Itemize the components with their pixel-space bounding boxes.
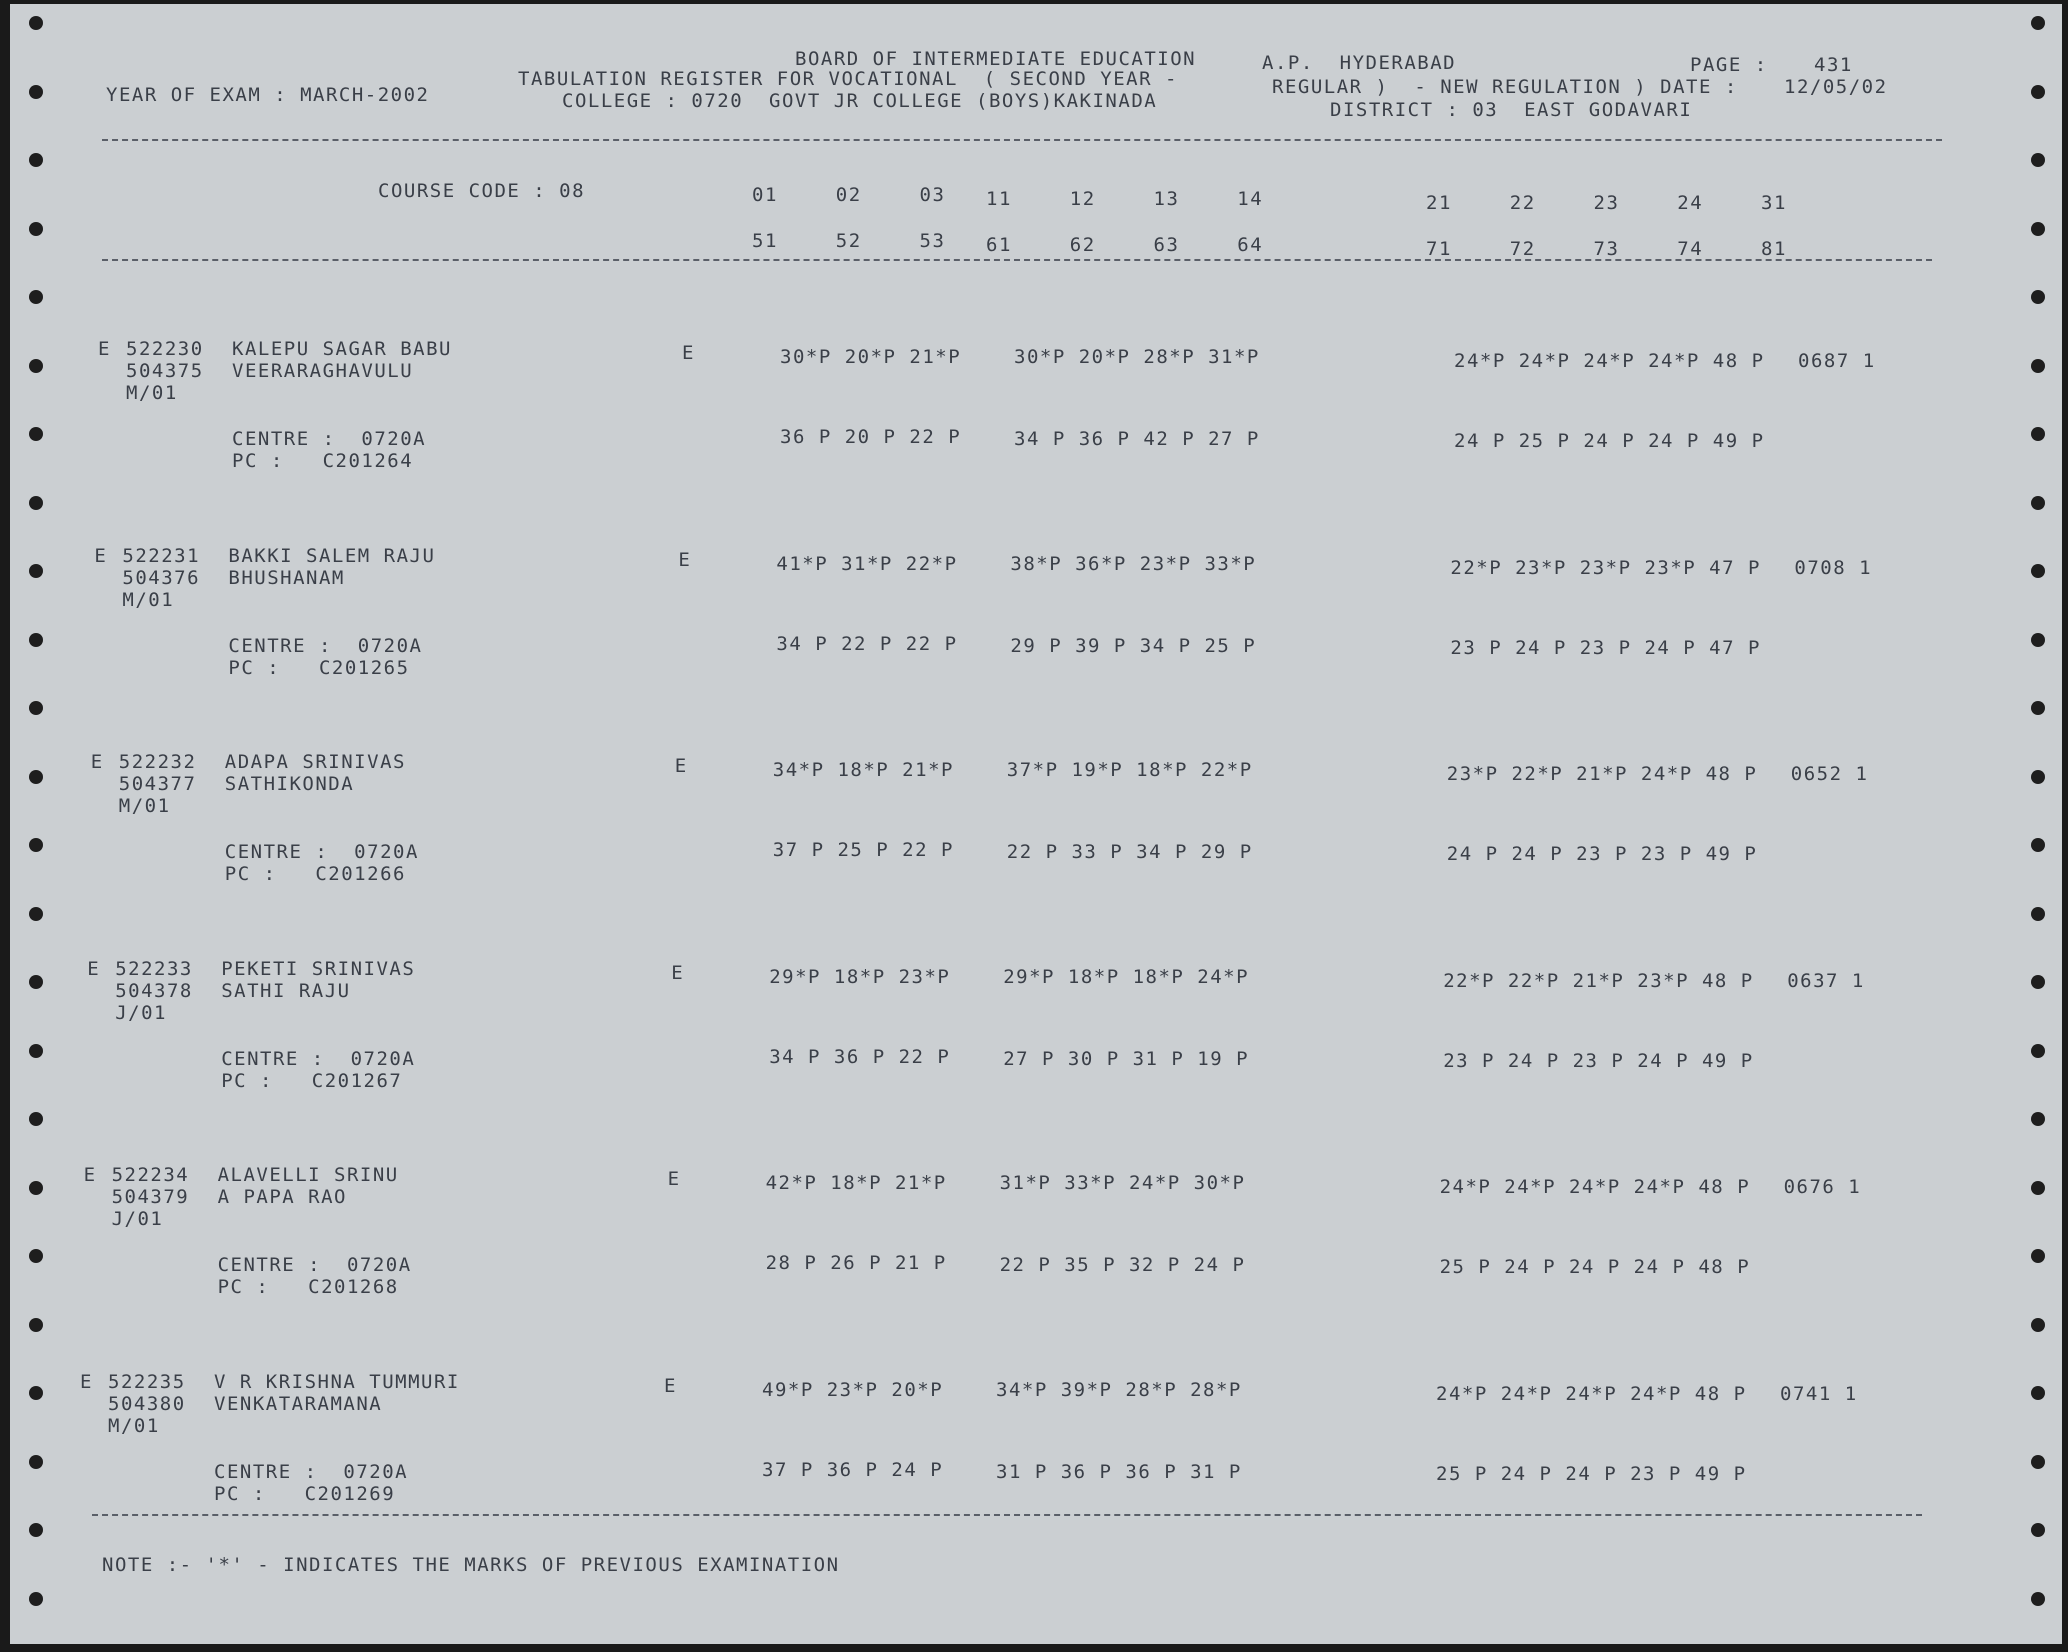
student-name: ALAVELLI SRINU xyxy=(217,1164,399,1186)
feed-hole xyxy=(29,496,43,510)
feed-hole xyxy=(29,1112,43,1126)
group-code: J/01 xyxy=(111,1208,164,1230)
marks-current-group3: 24 P 25 P 24 P 24 P 49 P xyxy=(1454,430,1765,452)
feed-hole xyxy=(2031,16,2045,30)
year-of-exam: YEAR OF EXAM : MARCH-2002 xyxy=(106,84,430,106)
paper-edge-shadow xyxy=(0,0,10,1652)
exam-type: E xyxy=(80,1370,93,1393)
marks-previous-group2: 38*P 36*P 23*P 33*P xyxy=(1010,552,1257,575)
parent-name: SATHI RAJU xyxy=(221,979,351,1002)
pc-number: PC : C201266 xyxy=(224,863,406,885)
district-line: DISTRICT : 03 EAST GODAVARI xyxy=(1330,99,1693,121)
marks-current-group1: 37 P 25 P 22 P xyxy=(772,839,954,861)
registration-number: 504379 xyxy=(111,1186,190,1208)
marks-previous-group3: 22*P 23*P 23*P 23*P 47 P xyxy=(1450,556,1761,579)
exam-flag: E xyxy=(682,342,695,364)
marks-current-group2: 27 P 30 P 31 P 19 P xyxy=(1003,1047,1250,1070)
group-code: M/01 xyxy=(122,588,175,611)
registration-number: 504380 xyxy=(108,1392,186,1415)
marks-current-group3: 23 P 24 P 23 P 24 P 47 P xyxy=(1450,636,1761,659)
page-label: PAGE : xyxy=(1690,54,1768,76)
group-code: M/01 xyxy=(118,795,171,817)
registration-number: 504375 xyxy=(126,360,204,382)
marks-current-group3: 23 P 24 P 23 P 24 P 49 P xyxy=(1443,1049,1754,1072)
feed-hole xyxy=(29,633,43,647)
exam-flag: E xyxy=(678,548,692,571)
marks-current-group1: 28 P 26 P 21 P xyxy=(765,1252,947,1274)
feed-hole xyxy=(29,85,43,99)
feed-hole xyxy=(29,16,43,30)
hall-ticket-number: 522233 xyxy=(115,957,193,980)
exam-centre: CENTRE : 0720A xyxy=(224,841,419,863)
feed-hole xyxy=(29,907,43,921)
pc-number: PC : C201265 xyxy=(228,656,410,679)
marks-previous-group1: 49*P 23*P 20*P xyxy=(762,1378,944,1401)
exam-type: E xyxy=(83,1164,97,1186)
exam-type: E xyxy=(98,338,111,360)
exam-centre: CENTRE : 0720A xyxy=(221,1047,416,1070)
practical-codes-group3: 71 72 73 74 81 xyxy=(1426,238,1787,260)
group-code: J/01 xyxy=(115,1001,167,1024)
feed-hole xyxy=(29,564,43,578)
footer-divider xyxy=(92,1514,1922,1516)
feed-hole xyxy=(2031,85,2045,99)
hall-ticket-number: 522234 xyxy=(111,1164,190,1186)
grand-total: 0652 1 xyxy=(1790,763,1869,785)
group-code: M/01 xyxy=(108,1414,160,1437)
grand-total: 0687 1 xyxy=(1798,350,1876,372)
exam-type: E xyxy=(90,751,104,773)
exam-flag: E xyxy=(667,1168,681,1190)
page-number: 431 xyxy=(1814,54,1853,76)
college-line: COLLEGE : 0720 GOVT JR COLLEGE (BOYS)KAKINADA xyxy=(562,90,1158,112)
exam-flag: E xyxy=(674,755,688,777)
marks-previous-group2: 34*P 39*P 28*P 28*P xyxy=(996,1378,1242,1401)
feed-hole xyxy=(2031,1592,2045,1606)
grand-total: 0676 1 xyxy=(1783,1176,1862,1198)
tabulation-register-sheet xyxy=(10,4,2062,1644)
marks-current-group3: 24 P 24 P 23 P 23 P 49 P xyxy=(1446,843,1758,865)
feed-hole xyxy=(2031,1249,2045,1263)
feed-hole xyxy=(29,1249,43,1263)
registration-number: 504376 xyxy=(122,566,201,589)
exam-flag: E xyxy=(664,1374,677,1397)
marks-previous-group2: 29*P 18*P 18*P 24*P xyxy=(1003,965,1250,988)
feed-hole xyxy=(29,1523,43,1537)
header-divider xyxy=(102,139,1942,141)
marks-previous-group1: 29*P 18*P 23*P xyxy=(769,965,951,988)
feed-hole xyxy=(2031,1112,2045,1126)
feed-hole xyxy=(2031,496,2045,510)
marks-current-group1: 36 P 20 P 22 P xyxy=(780,426,962,448)
regulation-line: REGULAR ) - NEW REGULATION ) DATE : xyxy=(1272,76,1738,98)
feed-hole xyxy=(2031,222,2045,236)
marks-current-group3: 25 P 24 P 24 P 23 P 49 P xyxy=(1436,1462,1747,1485)
feed-hole xyxy=(2031,1044,2045,1058)
left-feed-holes xyxy=(24,4,48,1644)
practical-codes-group1: 51 52 53 xyxy=(752,230,946,252)
board-location: A.P. HYDERABAD xyxy=(1262,52,1457,74)
student-name: KALEPU SAGAR BABU xyxy=(232,338,452,360)
marks-current-group1: 34 P 22 P 22 P xyxy=(776,632,958,655)
marks-previous-group3: 22*P 22*P 21*P 23*P 48 P xyxy=(1443,969,1754,992)
pc-number: PC : C201268 xyxy=(217,1276,399,1298)
exam-type: E xyxy=(87,957,101,980)
marks-previous-group1: 30*P 20*P 21*P xyxy=(780,346,962,368)
marks-previous-group2: 30*P 20*P 28*P 31*P xyxy=(1014,346,1260,368)
parent-name: VEERARAGHAVULU xyxy=(232,360,414,382)
feed-hole xyxy=(29,1455,43,1469)
feed-hole xyxy=(2031,633,2045,647)
exam-centre: CENTRE : 0720A xyxy=(232,428,427,450)
report-date: 12/05/02 xyxy=(1784,76,1888,98)
feed-hole xyxy=(29,1044,43,1058)
feed-hole xyxy=(2031,1318,2045,1332)
marks-previous-group1: 42*P 18*P 21*P xyxy=(765,1172,947,1194)
feed-hole xyxy=(29,1386,43,1400)
marks-current-group2: 31 P 36 P 36 P 31 P xyxy=(996,1460,1242,1483)
feed-hole xyxy=(2031,701,2045,715)
registration-number: 504378 xyxy=(115,979,193,1002)
grand-total: 0741 1 xyxy=(1780,1382,1858,1405)
practical-codes-group2: 61 62 63 64 xyxy=(986,234,1264,256)
columns-divider xyxy=(102,259,1932,261)
feed-hole xyxy=(2031,770,2045,784)
feed-hole xyxy=(2031,1386,2045,1400)
feed-hole xyxy=(29,1592,43,1606)
paper-codes-group2: 11 12 13 14 xyxy=(986,188,1264,210)
paper-codes-group3: 21 22 23 24 31 xyxy=(1426,192,1787,214)
pc-number: PC : C201267 xyxy=(221,1069,403,1092)
marks-previous-group3: 24*P 24*P 24*P 24*P 48 P xyxy=(1454,350,1765,372)
paper-codes-group1: 01 02 03 xyxy=(752,184,946,206)
marks-previous-group3: 23*P 22*P 21*P 24*P 48 P xyxy=(1446,763,1758,785)
marks-previous-group2: 31*P 33*P 24*P 30*P xyxy=(999,1172,1246,1194)
board-name: BOARD OF INTERMEDIATE EDUCATION xyxy=(795,48,1197,70)
feed-hole xyxy=(29,427,43,441)
marks-previous-group3: 24*P 24*P 24*P 24*P 48 P xyxy=(1439,1176,1751,1198)
marks-current-group2: 34 P 36 P 42 P 27 P xyxy=(1014,428,1260,450)
feed-hole xyxy=(2031,838,2045,852)
marks-previous-group1: 34*P 18*P 21*P xyxy=(772,759,954,781)
group-code: M/01 xyxy=(126,382,178,404)
grand-total: 0708 1 xyxy=(1794,556,1873,579)
footnote: NOTE :- '*' - INDICATES THE MARKS OF PREVIOUS EXAMINATION xyxy=(102,1554,840,1576)
hall-ticket-number: 522231 xyxy=(122,544,201,567)
parent-name: VENKATARAMANA xyxy=(214,1392,383,1415)
marks-current-group2: 22 P 35 P 32 P 24 P xyxy=(999,1254,1246,1276)
exam-type: E xyxy=(94,544,108,567)
hall-ticket-number: 522230 xyxy=(126,338,204,360)
feed-hole xyxy=(29,359,43,373)
feed-hole xyxy=(2031,1181,2045,1195)
marks-current-group1: 37 P 36 P 24 P xyxy=(762,1458,944,1481)
feed-hole xyxy=(2031,153,2045,167)
feed-hole xyxy=(2031,1455,2045,1469)
parent-name: SATHIKONDA xyxy=(224,773,355,795)
course-code: COURSE CODE : 08 xyxy=(378,180,586,202)
feed-hole xyxy=(29,770,43,784)
grand-total: 0637 1 xyxy=(1787,969,1865,992)
feed-hole xyxy=(2031,907,2045,921)
student-name: PEKETI SRINIVAS xyxy=(221,957,416,980)
marks-current-group2: 29 P 39 P 34 P 25 P xyxy=(1010,634,1257,657)
exam-centre: CENTRE : 0720A xyxy=(214,1460,409,1483)
feed-hole xyxy=(29,153,43,167)
exam-centre: CENTRE : 0720A xyxy=(217,1254,412,1276)
feed-hole xyxy=(2031,975,2045,989)
registration-number: 504377 xyxy=(118,773,197,795)
feed-hole xyxy=(29,1181,43,1195)
parent-name: BHUSHANAM xyxy=(228,566,345,589)
feed-hole xyxy=(2031,290,2045,304)
feed-hole xyxy=(29,222,43,236)
student-name: V R KRISHNA TUMMURI xyxy=(214,1370,460,1393)
marks-current-group2: 22 P 33 P 34 P 29 P xyxy=(1006,841,1253,863)
pc-number: PC : C201269 xyxy=(214,1482,396,1505)
marks-current-group3: 25 P 24 P 24 P 24 P 48 P xyxy=(1439,1256,1751,1278)
feed-hole xyxy=(29,975,43,989)
hall-ticket-number: 522235 xyxy=(108,1370,186,1393)
parent-name: A PAPA RAO xyxy=(217,1186,347,1208)
feed-hole xyxy=(2031,427,2045,441)
pc-number: PC : C201264 xyxy=(232,450,414,472)
marks-current-group1: 34 P 36 P 22 P xyxy=(769,1045,951,1068)
hall-ticket-number: 522232 xyxy=(118,751,197,773)
feed-hole xyxy=(29,290,43,304)
feed-hole xyxy=(29,1318,43,1332)
exam-centre: CENTRE : 0720A xyxy=(228,634,423,657)
right-feed-holes xyxy=(2026,4,2050,1644)
marks-previous-group1: 41*P 31*P 22*P xyxy=(776,552,958,575)
exam-flag: E xyxy=(671,961,685,984)
student-name: BAKKI SALEM RAJU xyxy=(228,544,436,567)
marks-previous-group3: 24*P 24*P 24*P 24*P 48 P xyxy=(1436,1382,1747,1405)
feed-hole xyxy=(2031,1523,2045,1537)
student-name: ADAPA SRINIVAS xyxy=(224,751,406,773)
register-title: TABULATION REGISTER FOR VOCATIONAL ( SECOND YEAR - xyxy=(518,68,1178,90)
feed-hole xyxy=(29,701,43,715)
feed-hole xyxy=(2031,359,2045,373)
feed-hole xyxy=(29,838,43,852)
feed-hole xyxy=(2031,564,2045,578)
marks-previous-group2: 37*P 19*P 18*P 22*P xyxy=(1006,759,1253,781)
